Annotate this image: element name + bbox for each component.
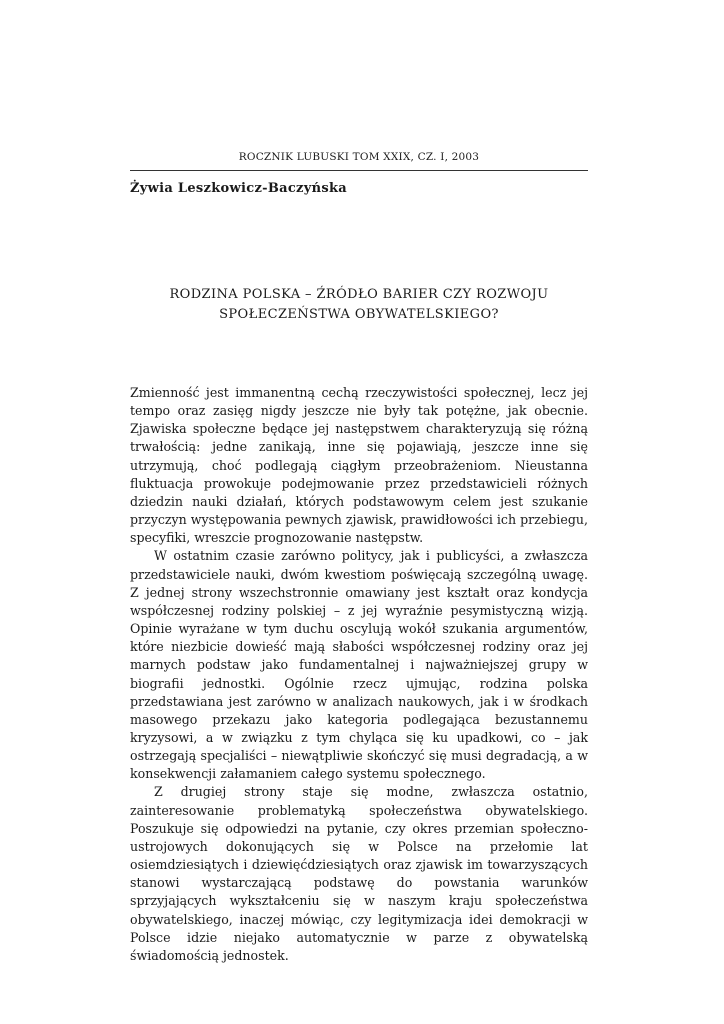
title-line-1: RODZINA POLSKA – ŹRÓDŁO BARIER CZY ROZWOJU	[169, 287, 549, 302]
article-title	[130, 285, 588, 325]
running-head: ROCZNIK LUBUSKI TOM XXIX, CZ. I, 2003	[238, 151, 480, 163]
header-rule	[130, 170, 588, 171]
article-body	[130, 384, 588, 965]
paragraph: Zmienność jest immanentną cechą rzeczywistości społecznej, lecz jej tempo oraz zasięg nigdy jeszcze nie były tak potężne, jak obecnie. Zjawiska społeczne będące jej następstwem charakteryzują się różną trwałością: jedne zanikają, inne się pojawiają, jeszcze inne się utrzymują, choć podlegają ciągłym przeobrażeniom. Nieustanna fluktuacja prowokuje podejmowanie przez przedstawicieli różnych dziedzin nauki działań, których podstawowym celem jest szukanie przyczyn występowania pewnych zjawisk, prawidłowości ich przebiegu, specyfiki, wreszcie prognozowanie następstw.	[130, 385, 588, 546]
title-line-2: SPOŁECZEŃSTWA OBYWATELSKIEGO?	[219, 307, 499, 322]
paragraph: W ostatnim czasie zarówno politycy, jak i publicyści, a zwłaszcza przedstawiciele nauki, dwóm kwestiom poświęcają szczególną uwagę. Z jednej strony wszechstronnie omawiany jest kształt oraz kondycja współczesnej rodziny polskiej – z jej wyraźnie pesymistyczną wizją. Opinie wyrażane w tym duchu oscylują wokół szukania argumentów, które niezbicie dowieść mają słabości współczesnej rodziny oraz jej marnych podstaw jako fundamentalnej i najważniejszej grupy w biografii jednostki. Ogólnie rzecz ujmując, rodzina polska przedstawiana jest zarówno w analizach naukowych, jak i w środkach masowego przekazu jako kategoria podlegająca bezustannemu kryzysowi, a w związku z tym chyląca się ku upadkowi, co – jak ostrzegają specjaliści – niewątpliwie skończyć się musi degradacją, a w konsekwencji załamaniem całego systemu społecznego.	[130, 548, 588, 782]
author-name: Żywia Leszkowicz-Baczyńska	[130, 181, 347, 196]
paragraph: Z drugiej strony staje się modne, zwłaszcza ostatnio, zainteresowanie problematyką społeczeństwa obywatelskiego. Poszukuje się odpowiedzi na pytanie, czy okres przemian społeczno-ustrojowych dokonujących się w Polsce na przełomie lat osiemdziesiątych i dziewięćdziesiątych oraz zjawisk im towarzyszących stanowi wystarczającą podstawę do powstania warunków sprzyjających wykształceniu się w naszym kraju społeczeństwa obywatelskiego, inaczej mówiąc, czy legitymizacja idei demokracji w Polsce idzie niejako automatycznie w parze z obywatelską świadomością jednostek.	[130, 784, 588, 963]
